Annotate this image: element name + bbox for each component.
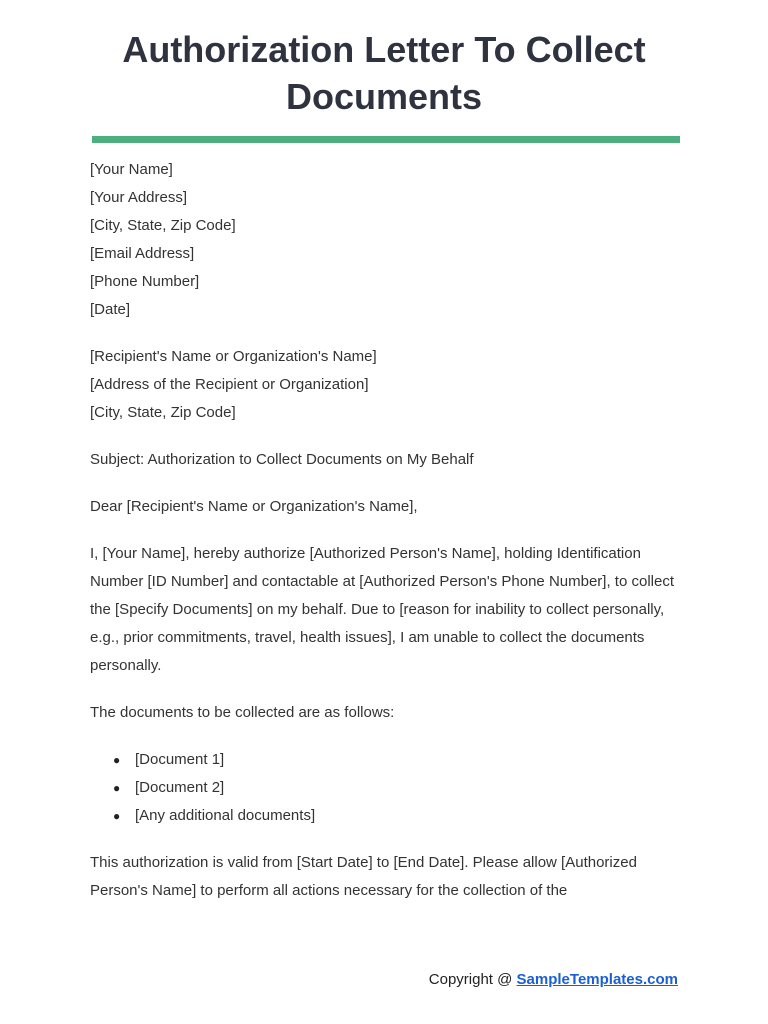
list-item [90, 746, 680, 774]
bullet-icon: ● [113, 781, 121, 795]
sender-email: [Email Address] [90, 245, 195, 262]
recipient-block [90, 343, 680, 427]
recipient-address: [Address of the Recipient or Organization] [90, 376, 369, 393]
letter-body [90, 156, 680, 924]
footer-copyright [429, 971, 678, 988]
list-item [90, 802, 680, 830]
bullet-icon: ● [113, 753, 121, 767]
body-paragraph: I, [Your Name], hereby authorize [Authorized Person's Name], holding Identification Number [ID Number] and contactable at [Authorized Person's Phone Number], to collect the [Specify Documents] on my behalf. Due to [reason for inability to collect personally, e.g., prior commitments, travel, health issues], I am unable to collect the documents personally. [90, 545, 674, 674]
list-item [90, 774, 680, 802]
salutation: Dear [Recipient's Name or Organization's Name], [90, 498, 418, 515]
sampletemplates-link[interactable]: SampleTemplates.com [516, 971, 678, 988]
document-item: [Document 2] [135, 779, 225, 796]
document-item: [Any additional documents] [135, 807, 316, 824]
letter-date: [Date] [90, 301, 131, 318]
sender-name: [Your Name] [90, 161, 173, 178]
document-item: [Document 1] [135, 751, 225, 768]
list-intro: The documents to be collected are as follows: [90, 704, 395, 721]
validity-paragraph: This authorization is valid from [Start Date] to [End Date]. Please allow [Authorized Person's Name] to perform all actions necessary for the collection of the [90, 854, 637, 899]
sender-phone: [Phone Number] [90, 273, 200, 290]
sender-address: [Your Address] [90, 189, 188, 206]
title-divider [92, 136, 680, 143]
recipient-city: [City, State, Zip Code] [90, 404, 236, 421]
documents-list [90, 746, 680, 830]
bullet-icon: ● [113, 809, 121, 823]
page-title: Authorization Letter To Collect Documents [122, 29, 646, 117]
subject-line: Subject: Authorization to Collect Documents on My Behalf [90, 451, 474, 468]
sender-block [90, 156, 680, 324]
sender-city: [City, State, Zip Code] [90, 217, 236, 234]
recipient-name: [Recipient's Name or Organization's Name] [90, 348, 377, 365]
copyright-label: Copyright @ [428, 971, 517, 988]
